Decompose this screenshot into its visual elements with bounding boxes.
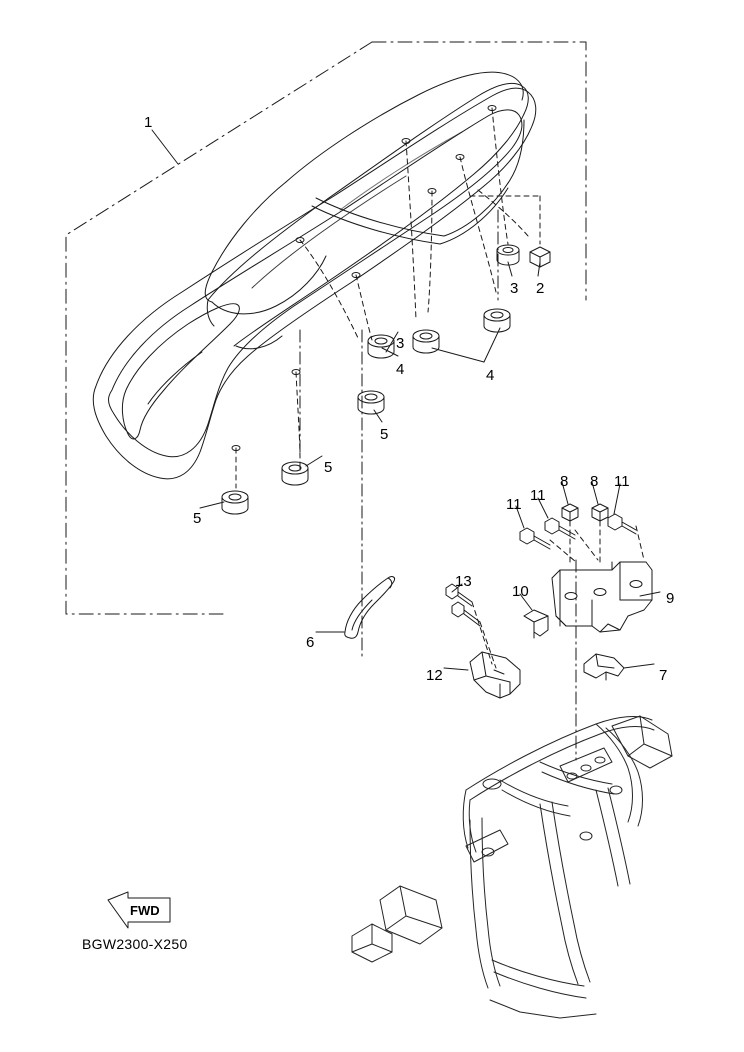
callout-5b: 5 xyxy=(324,459,333,476)
callout-3b: 3 xyxy=(396,335,405,352)
fwd-direction-label: FWD xyxy=(130,903,160,918)
callout-1: 1 xyxy=(144,114,153,131)
callout-11b: 11 xyxy=(530,487,546,504)
callout-6: 6 xyxy=(306,634,315,651)
callout-3a: 3 xyxy=(510,280,519,297)
callout-8a: 8 xyxy=(560,473,569,490)
callout-13: 13 xyxy=(455,573,472,590)
callout-7: 7 xyxy=(659,667,668,684)
callout-12: 12 xyxy=(426,667,443,684)
callout-9: 9 xyxy=(666,590,675,607)
callout-11c: 11 xyxy=(614,473,630,490)
callout-2: 2 xyxy=(536,280,545,297)
callout-10: 10 xyxy=(512,583,529,600)
part-code-label: BGW2300-X250 xyxy=(82,936,188,952)
callout-4b: 4 xyxy=(486,367,495,384)
callout-11a: 11 xyxy=(506,496,522,513)
callout-8b: 8 xyxy=(590,473,599,490)
callout-5a: 5 xyxy=(380,426,389,443)
callout-5c: 5 xyxy=(193,510,202,527)
callout-4a: 4 xyxy=(396,361,405,378)
